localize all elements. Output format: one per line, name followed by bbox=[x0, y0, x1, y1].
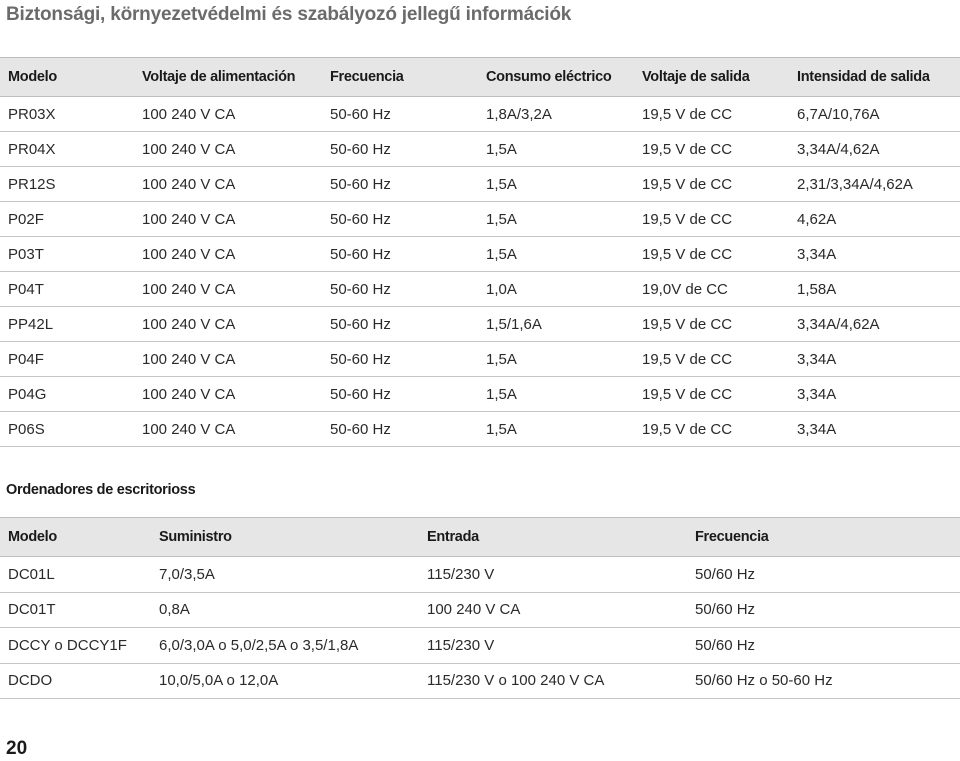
table-row bbox=[0, 557, 960, 593]
table-cell: 19,5 V de CC bbox=[634, 342, 789, 377]
page-number: 20 bbox=[6, 738, 28, 759]
table-cell: 10,0/5,0A o 12,0A bbox=[151, 663, 419, 699]
table-cell: P03T bbox=[0, 237, 134, 272]
table-cell: 1,5A bbox=[478, 132, 634, 167]
table-row bbox=[0, 132, 960, 167]
table-cell: P04G bbox=[0, 377, 134, 412]
table-cell: 2,31/3,34A/4,62A bbox=[789, 167, 960, 202]
table-cell: 19,5 V de CC bbox=[634, 307, 789, 342]
table-cell: 1,5A bbox=[478, 342, 634, 377]
table-cell: 1,5A bbox=[478, 237, 634, 272]
table-cell: 100 240 V CA bbox=[134, 167, 322, 202]
table-cell: 50-60 Hz bbox=[322, 97, 478, 132]
table-cell: 1,5A bbox=[478, 167, 634, 202]
table-cell: 50-60 Hz bbox=[322, 237, 478, 272]
table-cell: 100 240 V CA bbox=[134, 202, 322, 237]
column-header: Entrada bbox=[419, 518, 687, 557]
table-cell: 19,5 V de CC bbox=[634, 132, 789, 167]
table-header-row bbox=[0, 518, 960, 557]
table-cell: 19,5 V de CC bbox=[634, 237, 789, 272]
table-row bbox=[0, 412, 960, 447]
table-cell: 1,5A bbox=[478, 202, 634, 237]
column-header: Modelo bbox=[0, 58, 134, 97]
table-cell: 3,34A bbox=[789, 342, 960, 377]
table-cell: DC01L bbox=[0, 557, 151, 593]
table-cell: 1,5A bbox=[478, 377, 634, 412]
table-cell: 100 240 V CA bbox=[134, 377, 322, 412]
table-cell: 1,5A bbox=[478, 412, 634, 447]
table-row bbox=[0, 663, 960, 699]
table-cell: 100 240 V CA bbox=[134, 97, 322, 132]
table-cell: DCCY o DCCY1F bbox=[0, 628, 151, 664]
table-cell: 19,0V de CC bbox=[634, 272, 789, 307]
column-header: Voltaje de salida bbox=[634, 58, 789, 97]
table-cell: 3,34A bbox=[789, 237, 960, 272]
table-header-row bbox=[0, 58, 960, 97]
table-row bbox=[0, 592, 960, 628]
table-cell: 1,5/1,6A bbox=[478, 307, 634, 342]
table-cell: 19,5 V de CC bbox=[634, 167, 789, 202]
table-cell: 50/60 Hz bbox=[687, 628, 960, 664]
table-cell: 7,0/3,5A bbox=[151, 557, 419, 593]
table-cell: PR12S bbox=[0, 167, 134, 202]
column-header: Frecuencia bbox=[687, 518, 960, 557]
table-cell: 100 240 V CA bbox=[134, 412, 322, 447]
column-header: Voltaje de alimentación bbox=[134, 58, 322, 97]
table-row bbox=[0, 377, 960, 412]
table-cell: 0,8A bbox=[151, 592, 419, 628]
column-header: Modelo bbox=[0, 518, 151, 557]
table-cell: P02F bbox=[0, 202, 134, 237]
table-cell: 50-60 Hz bbox=[322, 412, 478, 447]
table-cell: 100 240 V CA bbox=[134, 237, 322, 272]
table-cell: 50-60 Hz bbox=[322, 377, 478, 412]
table-cell: 1,0A bbox=[478, 272, 634, 307]
table-row bbox=[0, 342, 960, 377]
table-cell: 100 240 V CA bbox=[134, 132, 322, 167]
table-cell: 6,0/3,0A o 5,0/2,5A o 3,5/1,8A bbox=[151, 628, 419, 664]
table-cell: 50-60 Hz bbox=[322, 202, 478, 237]
table-cell: 50-60 Hz bbox=[322, 342, 478, 377]
table-cell: 115/230 V bbox=[419, 557, 687, 593]
table-row bbox=[0, 307, 960, 342]
table-cell: 50-60 Hz bbox=[322, 132, 478, 167]
table-cell: 50/60 Hz bbox=[687, 592, 960, 628]
table-cell: 100 240 V CA bbox=[134, 342, 322, 377]
table-cell: 19,5 V de CC bbox=[634, 97, 789, 132]
table-cell: 6,7A/10,76A bbox=[789, 97, 960, 132]
table-cell: P04T bbox=[0, 272, 134, 307]
table-cell: PR04X bbox=[0, 132, 134, 167]
table-row bbox=[0, 272, 960, 307]
table-cell: 115/230 V o 100 240 V CA bbox=[419, 663, 687, 699]
table-cell: 115/230 V bbox=[419, 628, 687, 664]
table-cell: 100 240 V CA bbox=[134, 307, 322, 342]
section-title-desktops: Ordenadores de escritorioss bbox=[6, 482, 196, 498]
table-cell: PR03X bbox=[0, 97, 134, 132]
table-row bbox=[0, 237, 960, 272]
table-cell: 100 240 V CA bbox=[419, 592, 687, 628]
table-cell: DCDO bbox=[0, 663, 151, 699]
table-cell: PP42L bbox=[0, 307, 134, 342]
table-cell: 3,34A bbox=[789, 412, 960, 447]
table-cell: P06S bbox=[0, 412, 134, 447]
table-cell: 50-60 Hz bbox=[322, 307, 478, 342]
column-header: Consumo eléctrico bbox=[478, 58, 634, 97]
column-header: Suministro bbox=[151, 518, 419, 557]
column-header: Intensidad de salida bbox=[789, 58, 960, 97]
table-row bbox=[0, 628, 960, 664]
table-cell: 19,5 V de CC bbox=[634, 202, 789, 237]
table-cell: 50/60 Hz o 50-60 Hz bbox=[687, 663, 960, 699]
table-cell: 50-60 Hz bbox=[322, 272, 478, 307]
table-cell: 19,5 V de CC bbox=[634, 377, 789, 412]
table-cell: 50-60 Hz bbox=[322, 167, 478, 202]
table-cell: 1,58A bbox=[789, 272, 960, 307]
table-cell: 3,34A/4,62A bbox=[789, 132, 960, 167]
table-cell: DC01T bbox=[0, 592, 151, 628]
table-cell: 19,5 V de CC bbox=[634, 412, 789, 447]
table-cell: 3,34A/4,62A bbox=[789, 307, 960, 342]
table-row bbox=[0, 97, 960, 132]
table-row bbox=[0, 167, 960, 202]
table-cell: 50/60 Hz bbox=[687, 557, 960, 593]
table-cell: 100 240 V CA bbox=[134, 272, 322, 307]
table-row bbox=[0, 202, 960, 237]
table-cell: 4,62A bbox=[789, 202, 960, 237]
table-cell: P04F bbox=[0, 342, 134, 377]
power-adapter-table bbox=[0, 57, 960, 447]
desktop-table bbox=[0, 517, 960, 699]
table-cell: 3,34A bbox=[789, 377, 960, 412]
page-title: Biztonsági, környezetvédelmi és szabályozó jellegű információk bbox=[6, 4, 572, 25]
table-cell: 1,8A/3,2A bbox=[478, 97, 634, 132]
column-header: Frecuencia bbox=[322, 58, 478, 97]
